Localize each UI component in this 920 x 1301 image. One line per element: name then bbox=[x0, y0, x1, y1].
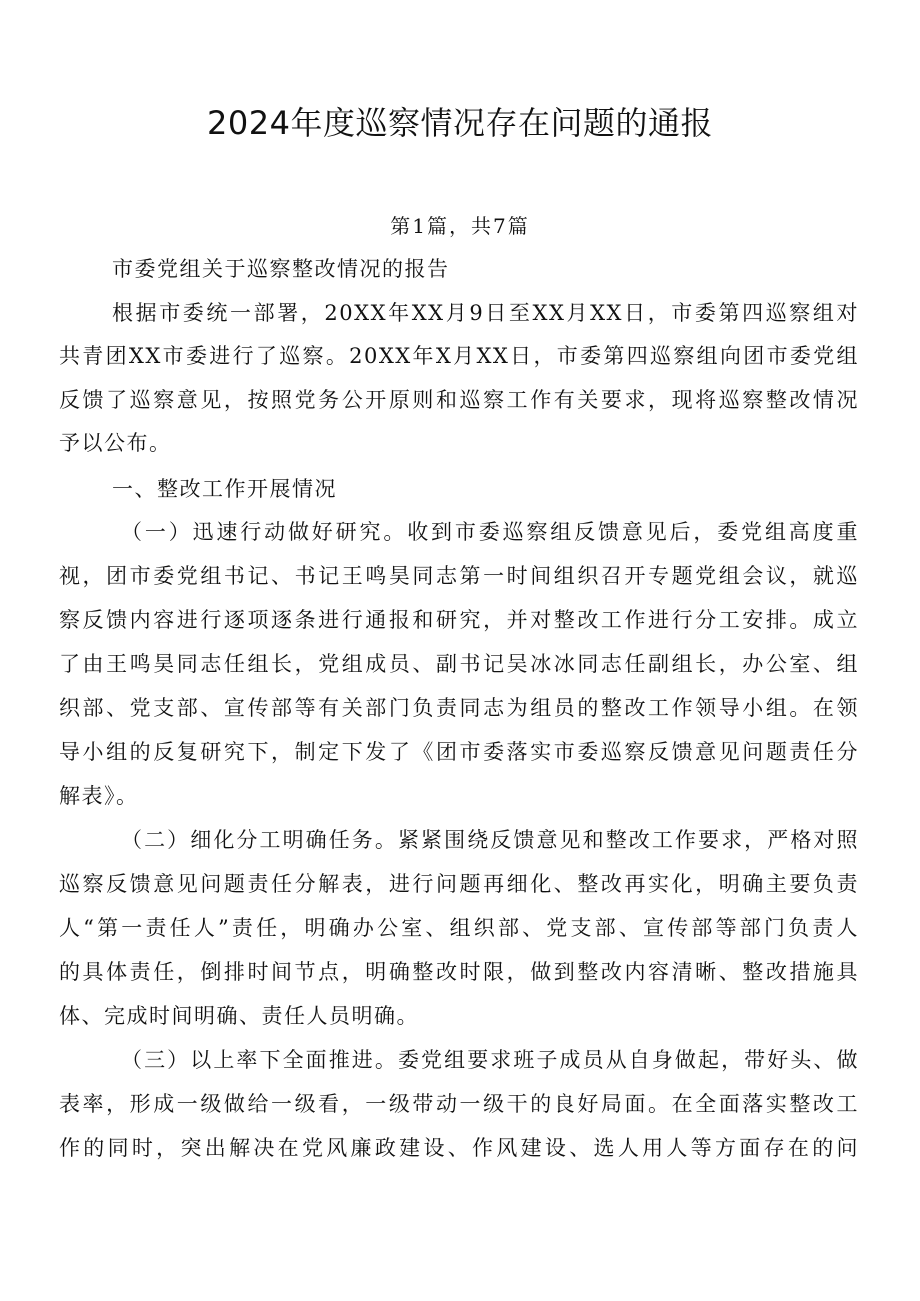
paragraph-line: 反馈了巡察意见，按照党务公开原则和巡察工作有关要求，现将巡察整改情况 bbox=[59, 388, 859, 412]
paragraph-line: 察反馈内容进行逐项逐条进行通报和研究，并对整改工作进行分工安排。成立 bbox=[59, 608, 859, 632]
report-heading: 市委党组关于巡察整改情况的报告 bbox=[112, 257, 450, 281]
paragraph-line: 了由王鸣昊同志任组长，党组成员、副书记吴冰冰同志任副组长，办公室、组 bbox=[59, 652, 859, 676]
section-heading: 一、整改工作开展情况 bbox=[112, 477, 337, 501]
paragraph-line: 共青团XX市委进行了巡察。20XX年X月XX日，市委第四巡察组向团市委党组 bbox=[59, 344, 859, 368]
paragraph-line: 解表》。 bbox=[59, 784, 139, 808]
document-title: 2024年度巡察情况存在问题的通报 bbox=[207, 104, 713, 142]
paragraph-line: 予以公布。 bbox=[59, 431, 172, 455]
paragraph-line: 导小组的反复研究下，制定下发了《团市委落实市委巡察反馈意见问题责任分 bbox=[59, 740, 859, 764]
paragraph-line: 作的同时，突出解决在党风廉政建设、作风建设、选人用人等方面存在的问 bbox=[59, 1136, 859, 1160]
part-indicator: 第1篇，共7篇 bbox=[390, 214, 530, 238]
paragraph-line: （三）以上率下全面推进。委党组要求班子成员从自身做起，带好头、做 bbox=[121, 1048, 859, 1072]
paragraph-line: 人“第一责任人”责任，明确办公室、组织部、党支部、宣传部等部门负责人 bbox=[59, 916, 859, 940]
paragraph-line: 巡察反馈意见问题责任分解表，进行问题再细化、整改再实化，明确主要负责 bbox=[59, 872, 859, 896]
paragraph-line: 织部、党支部、宣传部等有关部门负责同志为组员的整改工作领导小组。在领 bbox=[59, 696, 859, 720]
paragraph-line: 体、完成时间明确、责任人员明确。 bbox=[59, 1004, 419, 1028]
paragraph-line: 视，团市委党组书记、书记王鸣昊同志第一时间组织召开专题党组会议，就巡 bbox=[59, 564, 859, 588]
paragraph-line: 表率，形成一级做给一级看，一级带动一级干的良好局面。在全面落实整改工 bbox=[59, 1092, 859, 1116]
paragraph-line: 的具体责任，倒排时间节点，明确整改时限，做到整改内容清晰、整改措施具 bbox=[59, 960, 859, 984]
paragraph-line: （一）迅速行动做好研究。收到市委巡察组反馈意见后，委党组高度重 bbox=[121, 520, 859, 544]
paragraph-line: （二）细化分工明确任务。紧紧围绕反馈意见和整改工作要求，严格对照 bbox=[121, 828, 859, 852]
paragraph-line: 根据市委统一部署，20XX年XX月9日至XX月XX日，市委第四巡察组对 bbox=[112, 301, 859, 325]
